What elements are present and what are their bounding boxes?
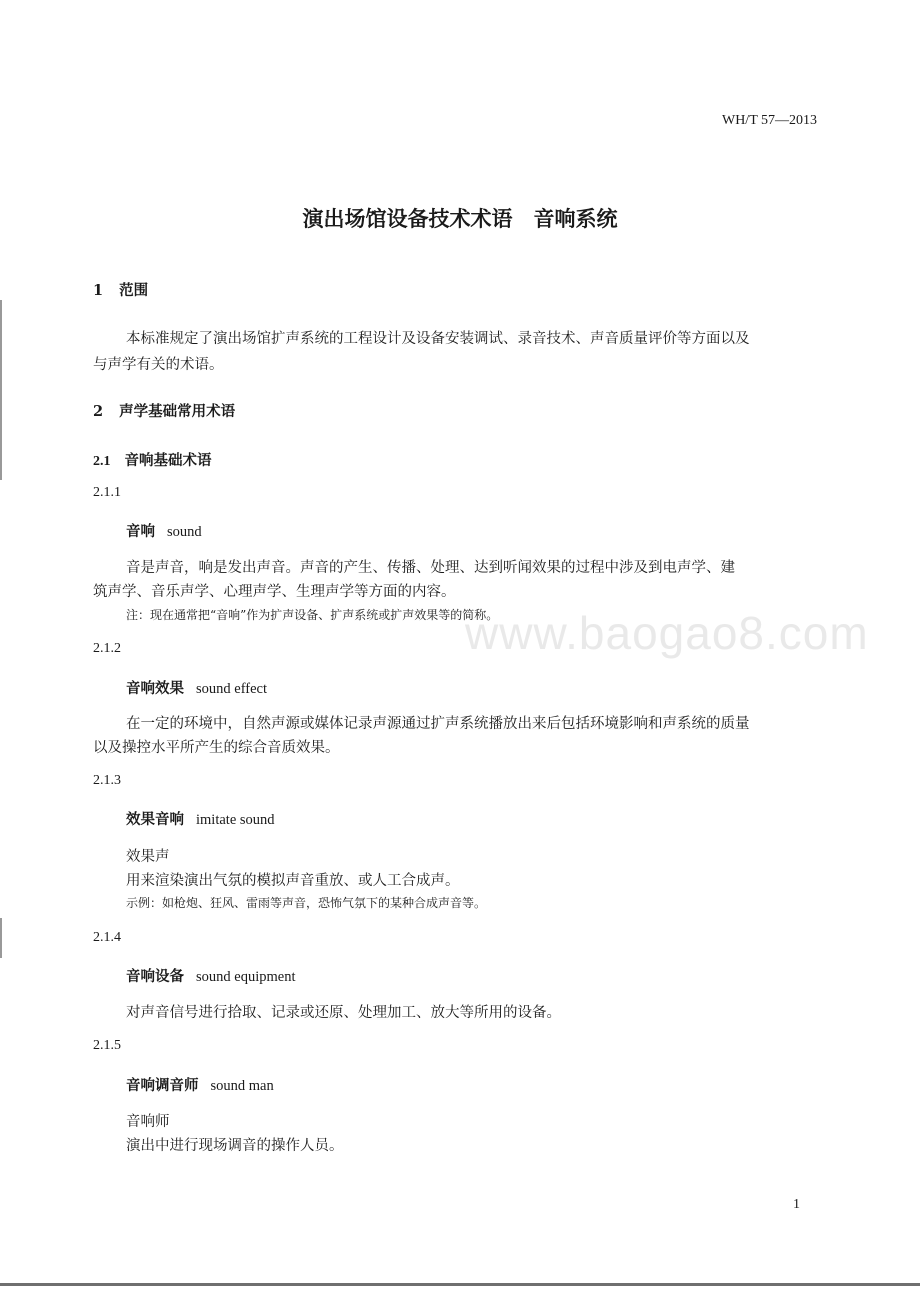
definition-line: 筑声学、音乐声学、心理声学、生理声学等方面的内容。 [93,584,456,600]
term-chinese: 音响效果 [126,680,184,697]
example-note: 示例：如枪炮、狂风、雷雨等声音，恐怖气氛下的某种合成声音等。 [126,896,487,910]
definition-line: 在一定的环境中，自然声源或媒体记录声源通过扩声系统播放出来后包括环境影响和声系统的质量 [126,716,750,732]
definition-line: 以及操控水平所产生的综合音质效果。 [93,740,340,756]
term-heading [126,965,295,986]
section-2-heading [93,400,235,421]
scan-edge-mark [0,300,2,480]
section-number: 2.1 [93,454,111,469]
section-2-1-heading [93,449,212,470]
term-chinese: 效果音响 [126,811,184,828]
section-1-heading [93,279,148,300]
term-chinese: 音响设备 [126,968,184,985]
section-number: 1 [93,282,104,299]
page-number: 1 [793,1197,800,1212]
standard-code: WH/T 57—2013 [721,113,817,128]
section-title: 范围 [119,282,149,299]
watermark: www.baogao8.com [465,607,869,659]
document-title: 演出场馆设备技术术语 音响系统 [302,206,618,231]
entry-number: 2.1.1 [93,485,121,500]
term-heading [126,1074,274,1095]
term-chinese: 音响调音师 [126,1077,199,1094]
paragraph-line: 与声学有关的术语。 [93,357,224,373]
term-english: imitate sound [196,812,275,828]
term-english: sound equipment [196,969,296,985]
term-chinese: 音响 [126,523,155,540]
scan-edge-mark [0,918,2,958]
definition-line: 演出中进行现场调音的操作人员。 [126,1138,344,1154]
entry-number: 2.1.5 [93,1038,121,1053]
term-heading [126,808,275,829]
note: 注：现在通常把“音响”作为扩声设备、扩声系统或扩声效果等的简称。 [126,608,499,622]
section-title: 声学基础常用术语 [119,403,236,420]
scan-bottom-edge [0,1283,920,1286]
definition-line: 音是声音，响是发出声音。声音的产生、传播、处理、达到听闻效果的过程中涉及到电声学、建 [126,560,735,576]
section-title: 音响基础术语 [124,452,212,469]
entry-number: 2.1.3 [93,773,121,788]
definition-line: 对声音信号进行拾取、记录或还原、处理加工、放大等所用的设备。 [126,1005,561,1021]
term-english: sound effect [196,681,267,697]
paragraph-line: 本标准规定了演出场馆扩声系统的工程设计及设备安装调试、录音技术、声音质量评价等方面以及 [126,331,750,347]
synonym-line: 音响师 [126,1114,170,1130]
synonym-line: 效果声 [126,849,170,865]
entry-number: 2.1.4 [93,930,121,945]
term-english: sound [167,524,202,540]
definition-line: 用来渲染演出气氛的模拟声音重放、或人工合成声。 [126,873,460,889]
term-english: sound man [210,1078,274,1094]
entry-number: 2.1.2 [93,641,121,656]
term-heading [126,677,267,698]
term-heading [126,520,202,541]
section-number: 2 [93,403,104,420]
